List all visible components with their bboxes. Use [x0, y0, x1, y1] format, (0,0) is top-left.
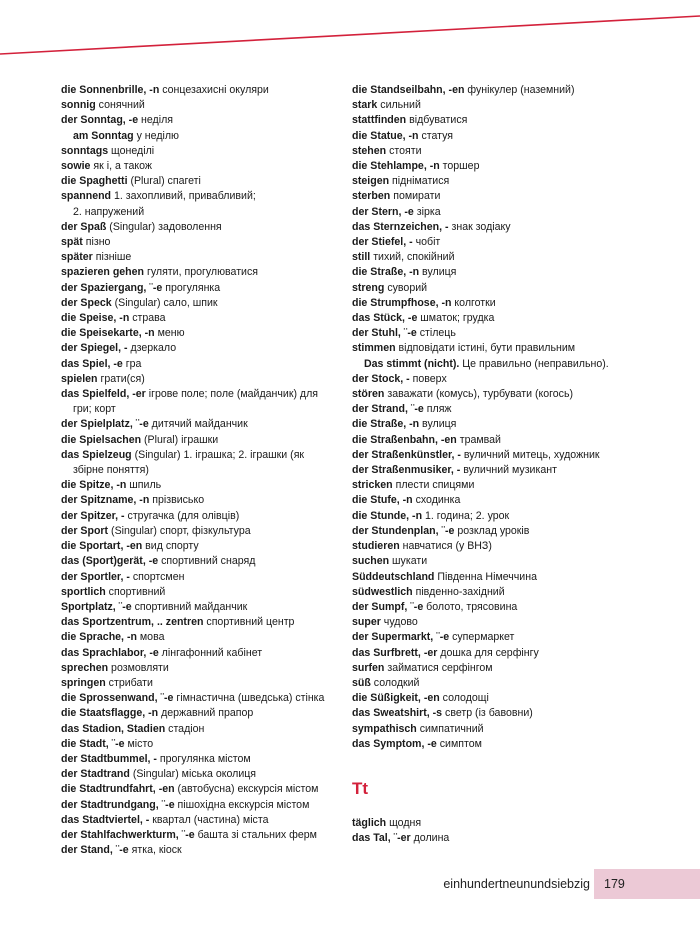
entry-translation: чудово: [380, 616, 418, 629]
entry-headword: täglich: [352, 816, 387, 829]
dictionary-entry: [352, 281, 652, 296]
entry-headword: der Sonntag, -e: [61, 114, 139, 127]
entry-headword: die Sprache, -n: [61, 631, 137, 644]
right-column-entries: [352, 83, 652, 752]
entry-translation: ігрове поле; поле (майданчик) для: [145, 388, 319, 401]
entry-headword: das Spiel, -e: [61, 357, 123, 370]
dictionary-entry: [61, 585, 336, 600]
dictionary-entry: [352, 417, 652, 432]
entry-translation: займатися серфінгом: [384, 661, 493, 674]
dictionary-entry: [352, 159, 652, 174]
dictionary-entry: [352, 691, 652, 706]
dictionary-entry: [352, 433, 652, 448]
entry-translation: сонячний: [95, 99, 145, 112]
dictionary-entry: [61, 448, 336, 463]
entry-headword: später: [61, 251, 93, 264]
dictionary-entry: [352, 661, 652, 676]
dictionary-entry: [352, 372, 652, 387]
entry-headword: die Speise, -n: [61, 312, 130, 325]
entry-translation: щодня: [386, 816, 422, 829]
entry-translation: статуя: [418, 129, 454, 142]
dictionary-entry: [61, 509, 336, 524]
dictionary-entry: [352, 570, 652, 585]
entry-headword: spielen: [61, 372, 98, 385]
entry-translation: стадіон: [165, 722, 205, 735]
dictionary-entry: [61, 813, 336, 828]
entry-headword: die Sonnenbrille, -n: [61, 84, 160, 96]
entry-headword: der Spitzer, -: [61, 509, 125, 522]
entry-translation: грати(ся): [97, 372, 145, 385]
entry-translation: Це правильно (неправильно).: [459, 357, 609, 370]
dictionary-entry: [352, 493, 652, 508]
entry-translation: розклад уроків: [454, 524, 530, 537]
entry-headword: stehen: [352, 144, 387, 157]
dictionary-entry: [352, 129, 652, 144]
entry-headword: stimmen: [352, 342, 396, 355]
entry-translation: меню: [154, 327, 185, 340]
entry-headword: die Stadt, ¨-e: [61, 737, 125, 750]
entry-translation: (Plural) іграшки: [141, 433, 219, 446]
entry-translation: солодощі: [439, 692, 489, 705]
entry-translation: місто: [124, 737, 154, 750]
entry-translation: гри; корт: [73, 403, 116, 416]
dictionary-entry: [61, 767, 336, 782]
dictionary-entry: [61, 433, 336, 448]
entry-headword: sportlich: [61, 585, 106, 598]
dictionary-entry: [352, 98, 652, 113]
entry-headword: stören: [352, 388, 385, 401]
entry-translation: колготки: [451, 296, 496, 309]
entry-headword: die Stunde, -n: [352, 509, 423, 522]
entry-headword: der Stern, -e: [352, 205, 414, 218]
entry-translation: стілець: [416, 327, 456, 340]
entry-headword: der Strand, ¨-e: [352, 403, 424, 416]
entry-translation: вуличний музикант: [460, 464, 557, 477]
entry-translation: шматок; грудка: [417, 312, 495, 325]
entry-translation: підніматися: [389, 175, 450, 188]
entry-translation: щонеділі: [108, 144, 155, 157]
entry-headword: sonntags: [61, 144, 109, 157]
entry-translation: прізвисько: [149, 494, 205, 507]
entry-headword: spät: [61, 236, 83, 249]
entry-translation: сильний: [377, 99, 421, 112]
entry-translation: прогулянка: [162, 281, 221, 294]
entry-headword: der Sumpf, ¨-e: [352, 600, 424, 613]
dictionary-entry: [352, 326, 652, 341]
entry-translation: (Singular) 1. іграшка; 2. іграшки (як: [131, 448, 305, 461]
entry-headword: der Sportler, -: [61, 570, 130, 583]
entry-headword: sprechen: [61, 661, 109, 674]
dictionary-entry: [61, 661, 336, 676]
entry-headword: die Statue, -n: [352, 129, 419, 142]
dictionary-entry: [352, 524, 652, 539]
entry-headword: Süddeutschland: [352, 570, 435, 583]
dictionary-entry: [352, 174, 652, 189]
left-column: [61, 83, 336, 858]
section-letter-t: Tt: [352, 778, 369, 798]
entry-translation: (Singular) міська околиця: [129, 768, 257, 781]
entry-translation: болото, трясовина: [423, 600, 518, 613]
entry-headword: surfen: [352, 661, 385, 674]
entry-headword: der Spaß: [61, 220, 107, 233]
dictionary-entry: [352, 646, 652, 661]
entry-headword: das Stadion, Stadien: [61, 722, 166, 735]
dictionary-entry: [352, 402, 652, 417]
entry-headword: die Sprossenwand, ¨-e: [61, 692, 174, 705]
entry-translation: страва: [129, 312, 166, 325]
entry-translation: (Singular) спорт, фізкультура: [108, 524, 251, 537]
dictionary-entry: [352, 113, 652, 128]
entry-headword: super: [352, 616, 381, 629]
dictionary-entry: [61, 387, 336, 402]
entry-headword: der Stadtbummel, -: [61, 752, 157, 765]
entry-translation: південно-західний: [412, 585, 505, 598]
dictionary-entry: [61, 752, 336, 767]
dictionary-entry: [61, 417, 336, 432]
entry-headword: der Spiegel, -: [61, 342, 128, 355]
dictionary-entry: [352, 706, 652, 721]
dictionary-entry: [352, 600, 652, 615]
entry-translation: відбуватися: [406, 114, 468, 127]
entry-headword: stricken: [352, 479, 393, 492]
entry-translation: солодкий: [370, 676, 420, 689]
entry-headword: süß: [352, 676, 371, 689]
entry-headword: suchen: [352, 555, 390, 568]
entry-translation: помирати: [390, 190, 441, 203]
dictionary-entry: [61, 144, 336, 159]
entry-headword: der Spitzname, -n: [61, 494, 150, 507]
entry-translation: спортивний снаряд: [158, 555, 256, 568]
entry-headword: das Stadtviertel, -: [61, 813, 150, 826]
entry-translation: дошка для серфінгу: [437, 646, 539, 659]
dictionary-entry: [61, 463, 336, 478]
page-number: 179: [604, 877, 625, 891]
entry-headword: die Straßenbahn, -en: [352, 433, 457, 446]
entry-headword: stark: [352, 99, 378, 112]
page-number-words: einhundertneunundsiebzig: [443, 877, 590, 891]
entry-translation: шпиль: [126, 479, 162, 492]
entry-translation: симпатичний: [416, 722, 484, 735]
entry-translation: прогулянка містом: [156, 752, 251, 765]
dictionary-entry: [61, 402, 336, 417]
entry-headword: streng: [352, 281, 385, 294]
entry-translation: башта зі стальних ферм: [194, 828, 317, 841]
entry-headword: das Stück, -e: [352, 312, 418, 325]
entry-headword: die Spitze, -n: [61, 479, 127, 492]
dictionary-entry: [61, 539, 336, 554]
entry-translation: стрибати: [105, 676, 153, 689]
dictionary-entry: [61, 630, 336, 645]
dictionary-entry: [352, 509, 652, 524]
entry-translation: вулиця: [419, 266, 457, 279]
dictionary-entry: [352, 357, 652, 372]
entry-headword: das Tal, ¨-er: [352, 832, 411, 845]
entry-translation: відповідати істині, бути правильним: [395, 342, 576, 355]
dictionary-entry: [352, 585, 652, 600]
entry-headword: der Stadtrand: [61, 768, 130, 781]
entry-headword: das Spielzeug: [61, 448, 132, 461]
entry-headword: das Sternzeichen, -: [352, 220, 449, 233]
page-footer: [0, 869, 700, 899]
entry-headword: der Straßenkünstler, -: [352, 448, 461, 461]
entry-translation: тихий, спокійний: [370, 251, 455, 264]
dictionary-entry: [61, 189, 336, 204]
entry-headword: der Stuhl, ¨-e: [352, 327, 417, 340]
entry-headword: die Stehlampe, -n: [352, 160, 440, 173]
entry-translation: симптом: [436, 737, 482, 750]
dictionary-entry: [61, 691, 336, 706]
entry-translation: 1. захопливий, привабливий;: [111, 190, 256, 203]
entry-translation: знак зодіаку: [448, 220, 511, 233]
entry-headword: der Stahlfachwerkturm, ¨-e: [61, 828, 195, 841]
entry-headword: das Sprachlabor, -e: [61, 646, 159, 659]
dictionary-entry: [352, 265, 652, 280]
dictionary-entry: [352, 341, 652, 356]
dictionary-entry: [61, 205, 336, 220]
entry-headword: der Stock, -: [352, 372, 410, 385]
dictionary-entry: [61, 265, 336, 280]
entry-translation: (автобусна) екскурсія містом: [174, 783, 319, 796]
dictionary-entry: [61, 296, 336, 311]
entry-translation: 2. напружений: [73, 205, 145, 218]
dictionary-entry: [352, 235, 652, 250]
entry-headword: die Standseilbahn, -en: [352, 84, 465, 96]
t-section-entries: [352, 816, 652, 846]
dictionary-entry: [61, 478, 336, 493]
dictionary-entry: [61, 326, 336, 341]
entry-headword: das Sweatshirt, -s: [352, 707, 443, 720]
dictionary-entry: [61, 737, 336, 752]
entry-translation: спортивний: [105, 585, 166, 598]
dictionary-entry: [61, 600, 336, 615]
entry-translation: гра: [122, 357, 142, 370]
dictionary-entry: [352, 831, 652, 846]
entry-headword: die Sportart, -en: [61, 540, 143, 553]
entry-headword: der Stand, ¨-e: [61, 844, 129, 857]
entry-headword: die Staatsflagge, -n: [61, 707, 159, 720]
entry-translation: спортивний центр: [203, 616, 295, 629]
dictionary-entry: [352, 676, 652, 691]
dictionary-entry: [61, 174, 336, 189]
entry-headword: das (Sport)gerät, -e: [61, 555, 159, 568]
entry-translation: лінгафонний кабінет: [158, 646, 263, 659]
dictionary-entry: [352, 816, 652, 831]
entry-translation: у неділю: [133, 129, 179, 142]
entry-translation: супермаркет: [449, 631, 515, 644]
entry-translation: пізніше: [92, 251, 132, 264]
top-red-rule: [0, 0, 700, 60]
entry-translation: мова: [136, 631, 165, 644]
entry-translation: сонцезахисні окуляри: [159, 84, 269, 96]
entry-translation: збірне поняття): [73, 464, 149, 477]
entry-headword: südwestlich: [352, 585, 413, 598]
entry-translation: суворий: [384, 281, 428, 294]
dictionary-entry: [61, 129, 336, 144]
dictionary-entry: [61, 372, 336, 387]
entry-headword: die Straße, -n: [352, 266, 420, 279]
dictionary-entry: [61, 676, 336, 691]
entry-translation: чобіт: [412, 236, 441, 249]
entry-translation: пізно: [82, 236, 111, 249]
entry-translation: державний прапор: [158, 707, 254, 720]
entry-headword: die Straße, -n: [352, 418, 420, 431]
dictionary-entry: [352, 296, 652, 311]
dictionary-entry: [352, 250, 652, 265]
dictionary-entry: [61, 341, 336, 356]
dictionary-entry: [352, 144, 652, 159]
entry-translation: навчатися (у ВНЗ): [399, 540, 492, 553]
entry-translation: спортсмен: [129, 570, 185, 583]
entry-headword: die Süßigkeit, -en: [352, 692, 440, 705]
entry-translation: трамвай: [456, 433, 501, 446]
entry-translation: розмовляти: [108, 661, 169, 674]
entry-translation: гімнастична (шведська) стінка: [173, 692, 325, 705]
dictionary-entry: [61, 828, 336, 843]
entry-translation: (Singular) задоволення: [106, 220, 222, 233]
entry-headword: still: [352, 251, 371, 264]
entry-translation: Південна Німеччина: [434, 570, 537, 583]
entry-translation: плести спицями: [392, 479, 475, 492]
entry-translation: ятка, кіоск: [128, 844, 182, 857]
entry-headword: sterben: [352, 190, 391, 203]
entry-translation: шукати: [389, 555, 428, 568]
dictionary-entry: [352, 311, 652, 326]
dictionary-entry: [61, 113, 336, 128]
entry-translation: пляж: [423, 403, 452, 416]
entry-headword: am Sonntag: [73, 129, 134, 142]
entry-translation: (Plural) спагеті: [127, 175, 201, 188]
dictionary-entry: [61, 98, 336, 113]
dictionary-entry: [61, 250, 336, 265]
entry-headword: die Spaghetti: [61, 175, 128, 188]
entry-headword: sonnig: [61, 99, 96, 112]
entry-translation: дитячий майданчик: [148, 418, 248, 431]
dictionary-entry: [352, 83, 652, 98]
entry-headword: die Stadtrundfahrt, -en: [61, 783, 175, 796]
entry-translation: 1. година; 2. урок: [422, 509, 510, 522]
dictionary-entry: [61, 220, 336, 235]
entry-translation: вулиця: [419, 418, 457, 431]
entry-translation: зірка: [413, 205, 441, 218]
entry-headword: der Speck: [61, 296, 112, 309]
entry-headword: der Sport: [61, 524, 109, 537]
dictionary-entry: [352, 189, 652, 204]
entry-headword: der Spaziergang, ¨-e: [61, 281, 163, 294]
entry-translation: стругачка (для олівців): [124, 509, 240, 522]
entry-headword: springen: [61, 676, 106, 689]
entry-headword: spannend: [61, 190, 112, 203]
dictionary-entry: [61, 524, 336, 539]
entry-translation: фунікулер (наземний): [464, 84, 575, 96]
entry-translation: торшер: [439, 160, 480, 173]
dictionary-entry: [61, 311, 336, 326]
dictionary-entry: [61, 843, 336, 858]
dictionary-entry: [61, 493, 336, 508]
dictionary-entry: [61, 570, 336, 585]
entry-headword: der Stiefel, -: [352, 236, 413, 249]
entry-headword: das Surfbrett, -er: [352, 646, 438, 659]
dictionary-entry: [61, 83, 336, 98]
entry-headword: der Stundenplan, ¨-e: [352, 524, 455, 537]
entry-translation: вид спорту: [142, 540, 199, 553]
entry-translation: гуляти, прогулюватися: [144, 266, 259, 279]
entry-translation: (Singular) сало, шпик: [111, 296, 218, 309]
entry-translation: дзеркало: [127, 342, 177, 355]
entry-translation: долина: [410, 832, 450, 845]
dictionary-entry: [61, 722, 336, 737]
dictionary-entry: [61, 706, 336, 721]
entry-translation: стояти: [386, 144, 422, 157]
dictionary-entry: [61, 159, 336, 174]
entry-headword: der Straßenmusiker, -: [352, 464, 461, 477]
dictionary-entry: [352, 554, 652, 569]
entry-headword: steigen: [352, 175, 390, 188]
entry-translation: сходинка: [412, 494, 461, 507]
entry-headword: Das stimmt (nicht).: [364, 357, 460, 370]
entry-headword: sowie: [61, 160, 91, 173]
dictionary-entry: [352, 205, 652, 220]
entry-headword: stattfinden: [352, 114, 407, 127]
right-column: [352, 83, 652, 846]
entry-headword: das Sportzentrum, .. zentren: [61, 616, 204, 629]
dictionary-entry: [61, 235, 336, 250]
dictionary-entry: [352, 387, 652, 402]
entry-translation: квартал (частина) міста: [149, 813, 269, 826]
dictionary-entry: [352, 448, 652, 463]
dictionary-entry: [352, 722, 652, 737]
dictionary-entry: [61, 798, 336, 813]
entry-headword: das Spielfeld, -er: [61, 388, 146, 401]
entry-headword: der Stadtrundgang, ¨-e: [61, 798, 175, 811]
entry-translation: як і, а також: [90, 160, 153, 173]
entry-headword: Sportplatz, ¨-e: [61, 600, 132, 613]
dictionary-entry: [61, 357, 336, 372]
entry-translation: спортивний майданчик: [131, 600, 248, 613]
dictionary-entry: [61, 615, 336, 630]
entry-headword: die Strumpfhose, -n: [352, 296, 452, 309]
dictionary-entry: [61, 554, 336, 569]
entry-headword: der Supermarkt, ¨-e: [352, 631, 450, 644]
entry-headword: studieren: [352, 540, 400, 553]
dictionary-entry: [61, 646, 336, 661]
entry-translation: пішохідна екскурсія містом: [174, 798, 310, 811]
entry-headword: die Spielsachen: [61, 433, 142, 446]
entry-headword: das Symptom, -e: [352, 737, 437, 750]
entry-translation: вуличний митець, художник: [460, 448, 600, 461]
dictionary-entry: [352, 630, 652, 645]
entry-translation: поверх: [409, 372, 447, 385]
dictionary-entry: [61, 281, 336, 296]
entry-headword: sympathisch: [352, 722, 417, 735]
entry-headword: die Stufe, -n: [352, 494, 413, 507]
entry-translation: неділя: [138, 114, 174, 127]
dictionary-entry: [352, 737, 652, 752]
dictionary-entry: [61, 782, 336, 797]
dictionary-entry: [352, 478, 652, 493]
entry-translation: заважати (комусь), турбувати (когось): [384, 388, 574, 401]
dictionary-entry: [352, 615, 652, 630]
entry-headword: spazieren gehen: [61, 266, 145, 279]
dictionary-entry: [352, 463, 652, 478]
dictionary-entry: [352, 539, 652, 554]
entry-translation: светр (із бавовни): [442, 707, 533, 720]
entry-headword: die Speisekarte, -n: [61, 327, 155, 340]
entry-headword: der Spielplatz, ¨-e: [61, 418, 149, 431]
dictionary-entry: [352, 220, 652, 235]
